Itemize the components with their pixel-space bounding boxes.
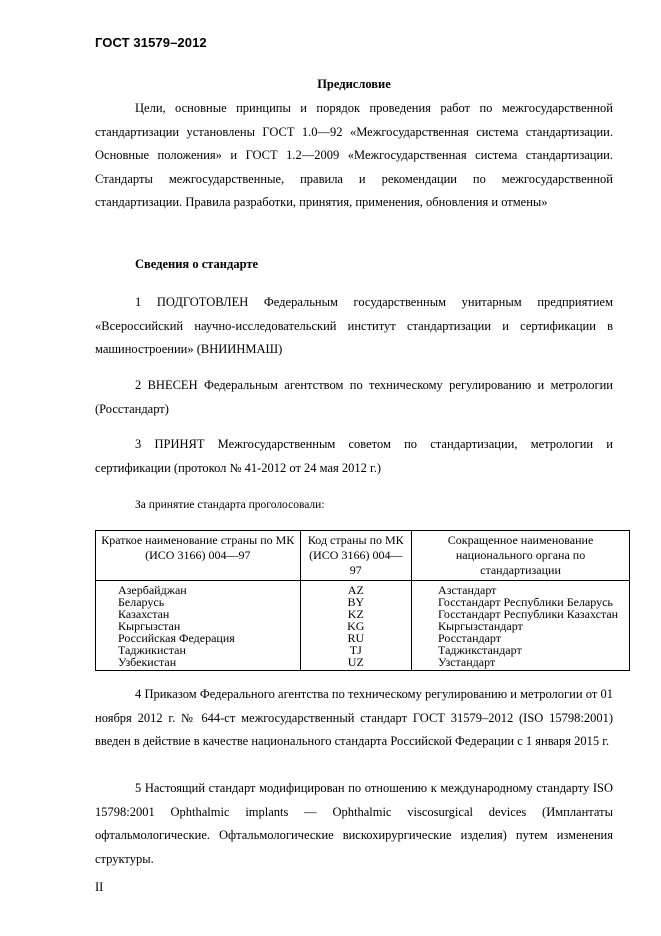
national-body: Росстандарт <box>412 632 630 644</box>
national-body: Азстандарт <box>412 581 630 597</box>
foreword-text: Цели, основные принципы и порядок проведения работ по межгосударственной стандартизации установлены ГОСТ 1.0—92 «Межгосударственная система стандартизации. Основные положения» и ГОСТ 1.2—2009 «Межгосударственная система стандартизации. Стандарты межгосударственные, правила и рекомендации по межгосударственной стандартизации. Правила разработки, принятия, применения, обновления и отмены» <box>95 101 613 209</box>
country-code: KG <box>300 620 411 632</box>
table-row <box>96 581 630 597</box>
country-name: Узбекистан <box>96 656 301 671</box>
country-name: Казахстан <box>96 608 301 620</box>
country-name: Кыргызстан <box>96 620 301 632</box>
country-code: AZ <box>300 581 411 597</box>
country-name: Азербайджан <box>96 581 301 597</box>
document-code: ГОСТ 31579–2012 <box>95 35 207 50</box>
foreword-title: Предисловие <box>317 77 391 91</box>
country-name: Беларусь <box>96 596 301 608</box>
national-body: Госстандарт Республики Беларусь <box>412 596 630 608</box>
table-row <box>96 656 630 671</box>
national-body: Узстандарт <box>412 656 630 671</box>
national-body: Таджикстандарт <box>412 644 630 656</box>
country-code: UZ <box>300 656 411 671</box>
country-name: Российская Федерация <box>96 632 301 644</box>
header-country-code: Код страны по МК (ИСО 3166) 004—97 <box>300 531 411 581</box>
info-paragraph-5: 5 Настоящий стандарт модифицирован по отношению к международному стандарту ISO 15798:2001 Ophthalmic implants — Ophthalmic viscosurgical devices (Имплантаты офтальмологические. Офтальмологические вискохирургические изделия) путем изменения структуры. <box>95 781 613 866</box>
header-national-body: Сокращенное наименование национального органа по стандартизации <box>412 531 630 581</box>
table-header-row <box>96 531 630 581</box>
info-paragraph-3: 3 ПРИНЯТ Межгосударственным советом по стандартизации, метрологии и сертификации (протокол № 41-2012 от 24 мая 2012 г.) <box>95 437 613 475</box>
country-code: RU <box>300 632 411 644</box>
national-body: Госстандарт Республики Казахстан <box>412 608 630 620</box>
info-paragraph-1: 1 ПОДГОТОВЛЕН Федеральным государственным унитарным предприятием «Всероссийский научно-исследовательский институт стандартизации и сертификации в машиностроении» (ВНИИНМАШ) <box>95 295 613 356</box>
country-code: KZ <box>300 608 411 620</box>
country-code: BY <box>300 596 411 608</box>
header-country-name: Краткое наименование страны по МК (ИСО 3166) 004—97 <box>96 531 301 581</box>
page-number: II <box>95 880 104 894</box>
countries-table <box>95 530 630 671</box>
voted-label: За принятие стандарта проголосовали: <box>135 499 325 511</box>
info-paragraph-4: 4 Приказом Федерального агентства по техническому регулированию и метрологии от 01 ноября 2012 г. № 644-ст межгосударственный стандарт ГОСТ 31579–2012 (ISO 15798:2001) введен в действие в качестве национального стандарта Российской Федерации с 1 января 2015 г. <box>95 687 613 748</box>
info-heading: Сведения о стандарте <box>135 257 259 271</box>
country-code: TJ <box>300 644 411 656</box>
info-paragraph-2: 2 ВНЕСЕН Федеральным агентством по техническому регулированию и метрологии (Росстандарт) <box>95 378 613 416</box>
country-name: Таджикистан <box>96 644 301 656</box>
national-body: Кыргызстандарт <box>412 620 630 632</box>
